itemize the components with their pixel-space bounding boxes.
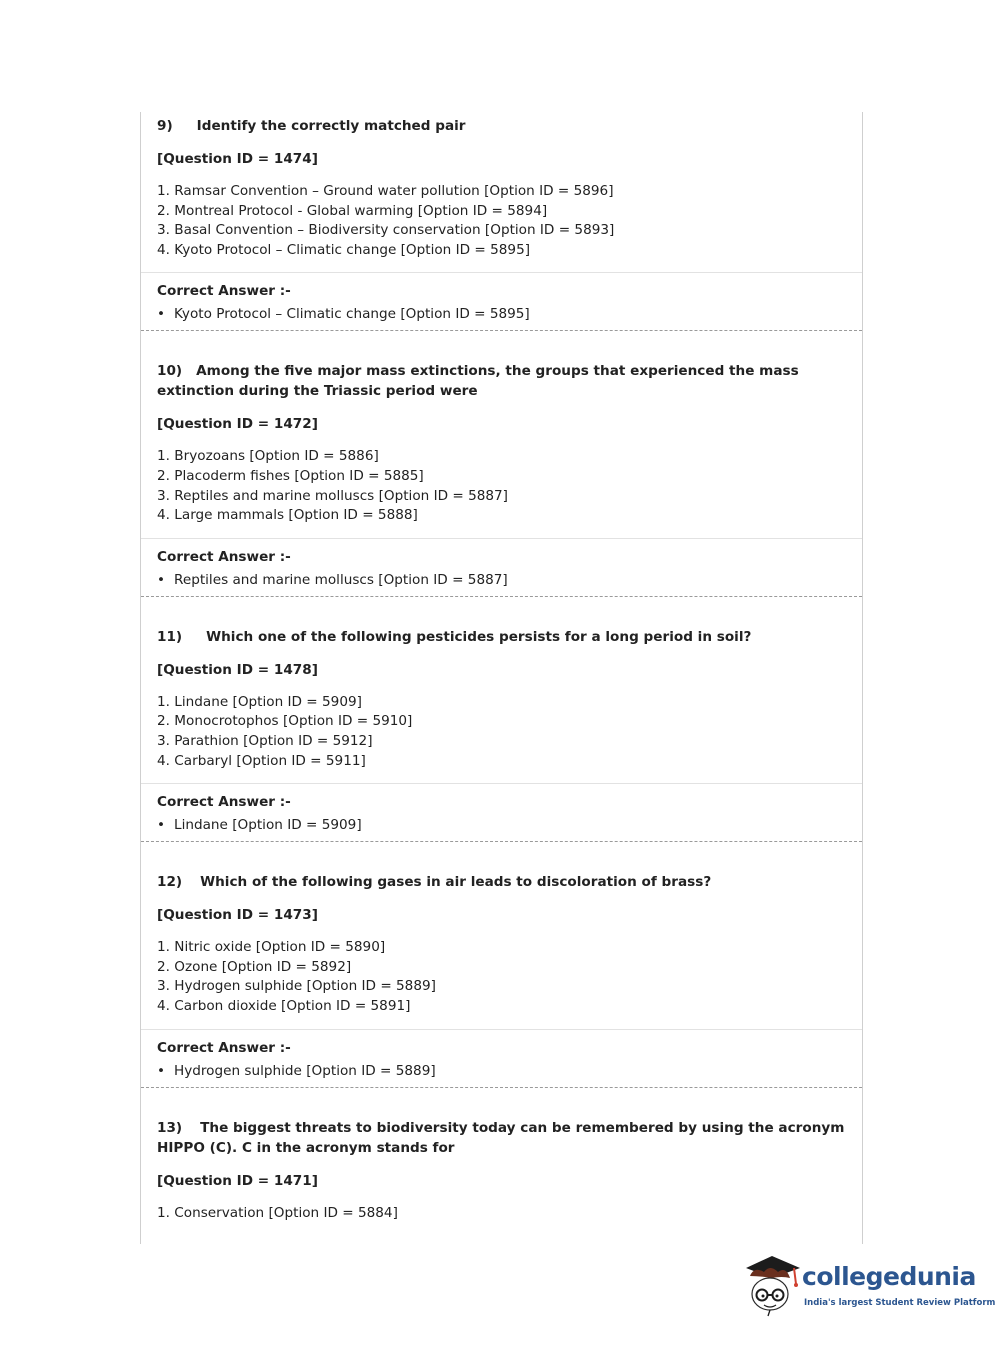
correct-answer-label: Correct Answer :- bbox=[157, 283, 291, 300]
question-block bbox=[141, 623, 862, 842]
question-block bbox=[141, 868, 862, 1087]
correct-answer-text: Hydrogen sulphide [Option ID = 5889] bbox=[174, 1062, 436, 1079]
question-text: Identify the correctly matched pair bbox=[196, 118, 466, 134]
correct-answer-text: Lindane [Option ID = 5909] bbox=[174, 817, 362, 834]
question-text: Which one of the following pesticides persists for a long period in soil? bbox=[206, 628, 752, 645]
question-id: [Question ID = 1472] bbox=[157, 416, 318, 433]
option-item: 2. Monocrotophos [Option ID = 5910] bbox=[157, 713, 413, 730]
correct-answer-item bbox=[157, 1061, 846, 1081]
option-item: 3. Reptiles and marine molluscs [Option ID = 5887] bbox=[157, 487, 508, 504]
question-id: [Question ID = 1471] bbox=[157, 1172, 318, 1189]
correct-answer-section bbox=[141, 538, 862, 597]
correct-answer-section bbox=[141, 272, 862, 331]
question-block bbox=[141, 112, 862, 331]
correct-answer-section bbox=[141, 1029, 862, 1088]
question-number: 13) bbox=[157, 1119, 183, 1136]
option-item: 1. Lindane [Option ID = 5909] bbox=[157, 693, 362, 710]
option-item: 1. Ramsar Convention – Ground water pollution [Option ID = 5896] bbox=[157, 183, 614, 199]
question-id: [Question ID = 1473] bbox=[157, 907, 318, 924]
question-title bbox=[157, 357, 846, 401]
options-list bbox=[157, 447, 846, 537]
option-item: 3. Hydrogen sulphide [Option ID = 5889] bbox=[157, 978, 436, 995]
collegedunia-logo bbox=[742, 1250, 996, 1320]
option-item: 1. Nitric oxide [Option ID = 5890] bbox=[157, 939, 386, 956]
option-item: 4. Carbaryl [Option ID = 5911] bbox=[157, 752, 366, 769]
brand-tagline: India's largest Student Review Platform bbox=[804, 1298, 996, 1308]
option-item: 2. Placoderm fishes [Option ID = 5885] bbox=[157, 467, 424, 484]
option-item: 2. Ozone [Option ID = 5892] bbox=[157, 958, 352, 975]
correct-answer-text: Reptiles and marine molluscs [Option ID = 5887] bbox=[174, 571, 508, 588]
question-id: [Question ID = 1474] bbox=[157, 151, 318, 167]
question-paper-frame bbox=[140, 112, 863, 1244]
correct-answer-label: Correct Answer :- bbox=[157, 1039, 291, 1056]
bullet-icon: • bbox=[157, 817, 166, 834]
option-item: 2. Montreal Protocol - Global warming [Option ID = 5894] bbox=[157, 202, 548, 219]
bullet-icon: • bbox=[157, 1062, 166, 1079]
correct-answer-text: Kyoto Protocol – Climatic change [Option ID = 5895] bbox=[174, 306, 530, 323]
question-block bbox=[141, 1114, 862, 1236]
question-id: [Question ID = 1478] bbox=[157, 661, 318, 678]
question-title bbox=[157, 112, 846, 136]
question-text: The biggest threats to biodiversity today can be remembered by using the acronym HIPPO (C). C in the acronym stands for bbox=[157, 1119, 845, 1156]
option-item: 3. Basal Convention – Biodiversity conservation [Option ID = 5893] bbox=[157, 222, 615, 239]
options-list bbox=[157, 182, 846, 272]
correct-answer-item bbox=[157, 570, 846, 590]
correct-answer-item bbox=[157, 815, 846, 835]
question-number: 10) bbox=[157, 363, 183, 380]
question-text: Among the five major mass extinctions, the groups that experienced the mass extinction during the Triassic period were bbox=[157, 363, 799, 400]
options-list bbox=[157, 693, 846, 783]
correct-answer-item bbox=[157, 304, 846, 324]
question-number: 9) bbox=[157, 118, 173, 134]
mascot-icon bbox=[742, 1250, 804, 1320]
options-list bbox=[157, 1204, 846, 1236]
question-title bbox=[157, 868, 846, 892]
option-item: 4. Large mammals [Option ID = 5888] bbox=[157, 507, 418, 524]
brand-name: collegedunia bbox=[802, 1262, 976, 1291]
question-text: Which of the following gases in air leads to discoloration of brass? bbox=[200, 874, 712, 891]
question-number: 11) bbox=[157, 628, 183, 645]
correct-answer-label: Correct Answer :- bbox=[157, 794, 291, 811]
question-block bbox=[141, 357, 862, 596]
bullet-icon: • bbox=[157, 571, 166, 588]
question-number: 12) bbox=[157, 874, 183, 891]
bullet-icon: • bbox=[157, 306, 166, 323]
question-title bbox=[157, 1114, 846, 1158]
correct-answer-label: Correct Answer :- bbox=[157, 548, 291, 565]
option-item: 4. Kyoto Protocol – Climatic change [Option ID = 5895] bbox=[157, 241, 531, 258]
options-list bbox=[157, 938, 846, 1028]
correct-answer-section bbox=[141, 783, 862, 842]
option-item: 1. Conservation [Option ID = 5884] bbox=[157, 1204, 398, 1221]
option-item: 4. Carbon dioxide [Option ID = 5891] bbox=[157, 997, 411, 1014]
option-item: 3. Parathion [Option ID = 5912] bbox=[157, 732, 373, 749]
question-title bbox=[157, 623, 846, 647]
option-item: 1. Bryozoans [Option ID = 5886] bbox=[157, 448, 379, 465]
